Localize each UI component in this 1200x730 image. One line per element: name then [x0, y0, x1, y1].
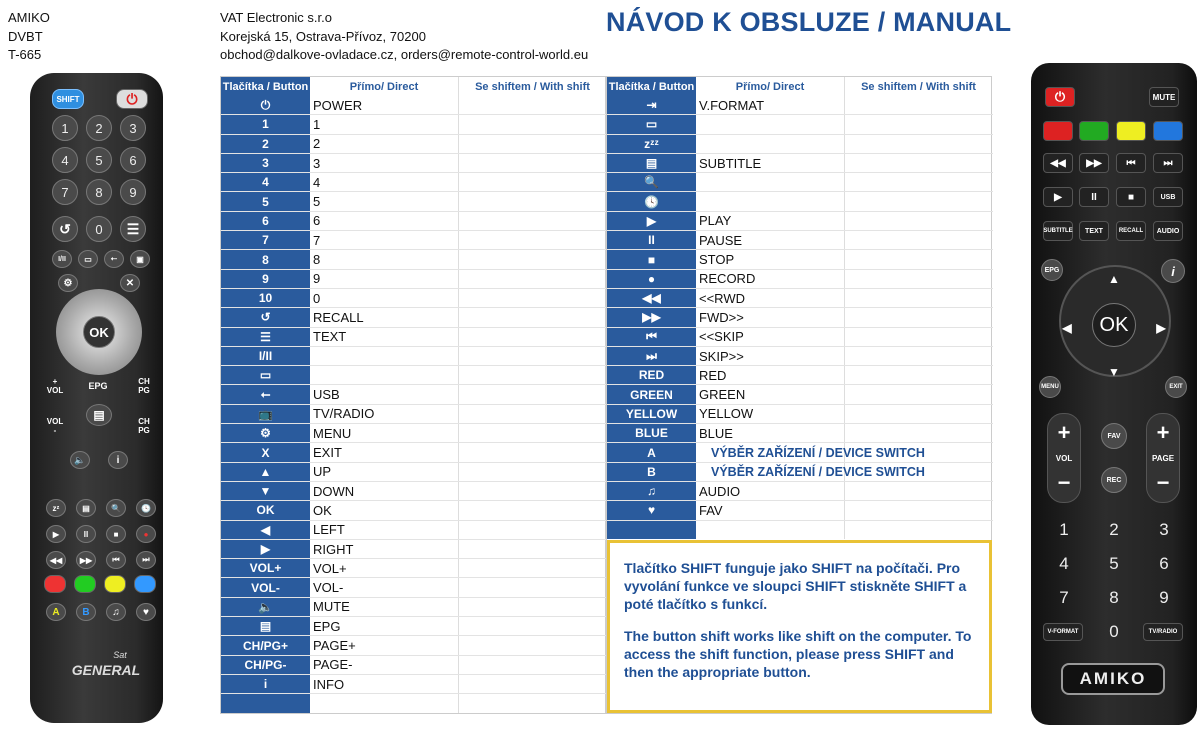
company-info — [220, 9, 588, 65]
epg-icon: ▤ — [86, 404, 112, 426]
button-key: ⭠ — [260, 387, 271, 402]
skip-forward-icon: ⏭ — [136, 551, 156, 569]
direct-function: RED — [699, 367, 727, 383]
direct-function: VOL+ — [313, 560, 347, 576]
table-row — [221, 463, 607, 482]
table-row — [221, 250, 607, 269]
vformat-button: V-FORMAT — [1043, 623, 1083, 641]
direct-function: USB — [313, 387, 340, 403]
header-shift: Se shiftem / With shift — [475, 80, 590, 93]
exit-button: EXIT — [1165, 376, 1187, 398]
tv-radio-icon: ▣ — [130, 250, 150, 268]
heart-icon: ♥ — [136, 603, 156, 621]
table-row — [221, 193, 607, 212]
button-key: ▭ — [259, 368, 272, 383]
digit-button: 0 — [86, 216, 112, 242]
model-info — [8, 9, 50, 65]
direct-function: 3 — [313, 155, 321, 171]
remote-amiko-image — [1031, 63, 1197, 725]
blue-button — [1153, 121, 1183, 141]
table-row — [221, 386, 607, 405]
yellow-button — [1116, 121, 1146, 141]
rewind-icon: ◀◀ — [46, 551, 66, 569]
direct-function: 0 — [313, 290, 321, 306]
button-key: ⚙ — [260, 426, 271, 441]
table-row — [221, 347, 607, 366]
ch-label: CH — [138, 377, 150, 386]
direct-function: BLUE — [699, 425, 733, 441]
button-key: 5 — [262, 194, 269, 209]
table-row — [607, 173, 993, 192]
button-key: RED — [638, 368, 665, 383]
direct-function: EPG — [313, 618, 341, 634]
digit-button: 7 — [1059, 588, 1069, 607]
usb-icon: ⭠ — [104, 250, 124, 268]
shift-note — [607, 540, 992, 713]
direct-function: <<RWD — [699, 290, 745, 306]
page-plus-label: + — [1156, 420, 1170, 445]
button-key: BLUE — [635, 426, 668, 441]
table-row — [607, 231, 993, 250]
direct-function: 2 — [313, 136, 321, 152]
table-row — [607, 463, 993, 482]
table-row — [607, 482, 993, 501]
digit-button: 2 — [1109, 520, 1119, 539]
table-row — [607, 443, 993, 462]
button-key: ♥ — [647, 503, 656, 518]
direct-function: PAGE- — [313, 657, 353, 673]
table-row — [221, 173, 607, 192]
page-title: NÁVOD K OBSLUZE / MANUAL — [606, 7, 1012, 37]
sleep-icon: zᶻ — [46, 499, 66, 517]
pg-label: PG — [138, 386, 150, 395]
up-arrow-icon: ▲ — [1108, 272, 1120, 286]
direct-function: 5 — [313, 194, 321, 210]
direct-function: V.FORMAT — [699, 97, 765, 113]
button-key: ☰ — [260, 329, 271, 344]
table-row — [221, 270, 607, 289]
table-row — [221, 598, 607, 617]
text-button: TEXT — [1079, 221, 1109, 241]
table-row — [221, 482, 607, 501]
stop-icon: ■ — [1116, 187, 1146, 207]
digit-button: 2 — [86, 115, 112, 141]
table-row — [221, 617, 607, 636]
button-key: VOL+ — [249, 561, 282, 576]
direct-function: TEXT — [313, 329, 347, 345]
model-text: T-665 — [8, 47, 42, 62]
play-icon: ▶ — [46, 525, 66, 543]
table-row — [607, 270, 993, 289]
table-row — [221, 135, 607, 154]
button-key: ▶▶ — [642, 310, 661, 325]
forward-icon: ▶▶ — [1079, 153, 1109, 173]
direct-function: VOL- — [313, 580, 344, 596]
button-key: i — [263, 677, 268, 692]
company-address: Korejská 15, Ostrava-Přívoz, 70200 — [220, 28, 426, 44]
vol-plus-button — [45, 376, 65, 396]
pause-icon: II — [76, 525, 96, 543]
table-row — [221, 154, 607, 173]
skip-back-icon: ⏮ — [1116, 153, 1146, 173]
direct-function: INFO — [313, 676, 345, 692]
rewind-icon: ◀◀ — [1043, 153, 1073, 173]
digit-button: 9 — [120, 179, 146, 205]
direct-function: RECALL — [313, 309, 364, 325]
blue-button — [134, 575, 156, 593]
vol-minus-button — [45, 416, 65, 436]
shift-button: SHIFT — [52, 89, 84, 109]
direct-function: VÝBĚR ZAŘÍZENÍ / DEVICE SWITCH — [711, 464, 925, 479]
button-key: ◀◀ — [642, 291, 661, 306]
header-button: Tlačítka / Button — [222, 80, 309, 93]
table-row — [607, 135, 993, 154]
forward-icon: ▶▶ — [76, 551, 96, 569]
info-button: i — [1161, 259, 1185, 283]
clock-icon: 🕓 — [136, 499, 156, 517]
table-row — [607, 250, 993, 269]
company-emails: obchod@dalkove-ovladace.cz, orders@remote-control-world.eu — [220, 47, 589, 62]
button-key: 8 — [262, 252, 269, 267]
button-key: II — [648, 233, 655, 248]
button-key: ↺ — [260, 310, 271, 325]
table-row — [607, 289, 993, 308]
digit-button: 5 — [86, 147, 112, 173]
vol-label: VOL — [1055, 453, 1073, 463]
menu-button: MENU — [1039, 376, 1061, 398]
table-row — [221, 636, 607, 655]
table-row — [221, 115, 607, 134]
recall-button: RECALL — [1116, 221, 1146, 241]
direct-function: VÝBĚR ZAŘÍZENÍ / DEVICE SWITCH — [711, 445, 925, 460]
direct-function: AUDIO — [699, 483, 741, 499]
brand-text: AMIKO — [8, 10, 50, 25]
button-key: ▭ — [645, 117, 658, 132]
table-row — [221, 366, 607, 385]
vol-minus-label: - — [53, 426, 57, 435]
down-arrow-icon: ▼ — [1108, 365, 1120, 379]
exit-icon: ✕ — [120, 274, 140, 292]
button-key: OK — [256, 503, 275, 518]
button-key: ▶ — [260, 542, 271, 557]
button-key: zᶻᶻ — [644, 136, 659, 151]
table-row — [221, 308, 607, 327]
table-row — [607, 366, 993, 385]
direct-function: PAGE+ — [313, 638, 356, 654]
button-key: ⏻ — [260, 97, 271, 112]
skip-forward-icon: ⏭ — [1153, 153, 1183, 173]
digit-button: 8 — [86, 179, 112, 205]
left-arrow-icon: ◀ — [1062, 321, 1072, 335]
button-key: 1 — [262, 117, 269, 132]
button-key: 4 — [262, 175, 269, 190]
header-direct: Přímo/ Direct — [349, 80, 419, 93]
button-key: ▼ — [259, 484, 272, 499]
direct-function: UP — [313, 464, 332, 480]
remote-general-image — [30, 73, 163, 723]
table-row — [607, 424, 993, 443]
button-key: ■ — [647, 252, 656, 267]
page-minus-label: − — [1156, 470, 1170, 495]
digit-button: 6 — [1159, 554, 1169, 573]
info-icon: i — [108, 451, 128, 469]
usb-button: USB — [1153, 187, 1183, 207]
digit-button: 4 — [52, 147, 78, 173]
epg-button: EPG — [1041, 259, 1063, 281]
mute-icon: 🔈 — [70, 451, 90, 469]
button-key: ▲ — [259, 464, 272, 479]
table-row — [221, 424, 607, 443]
button-key: YELLOW — [625, 406, 678, 421]
a-button: A — [46, 603, 66, 621]
header-button: Tlačítka / Button — [608, 80, 695, 93]
direct-function: YELLOW — [699, 406, 754, 422]
table-row — [221, 540, 607, 559]
button-key: CH/PG+ — [242, 638, 288, 653]
button-key: 3 — [262, 156, 269, 171]
direct-function: SUBTITLE — [699, 155, 762, 171]
digit-button: 3 — [120, 115, 146, 141]
direct-function: DOWN — [313, 483, 355, 499]
audio-mode-icon: I/II — [52, 250, 72, 268]
direct-function: 8 — [313, 252, 321, 268]
subtitle-icon: ▤ — [76, 499, 96, 517]
button-key: X — [261, 445, 270, 460]
button-key: GREEN — [630, 387, 673, 402]
epg-label: EPG — [88, 381, 108, 391]
menu-icon: ⚙ — [58, 274, 78, 292]
table-row — [221, 289, 607, 308]
pg-label-2: PG — [138, 426, 150, 435]
button-key: 6 — [262, 213, 269, 228]
table-row — [607, 386, 993, 405]
button-key: 10 — [258, 291, 273, 306]
table-row — [221, 521, 607, 540]
digit-button: 4 — [1059, 554, 1069, 573]
button-key: CH/PG- — [244, 657, 287, 672]
button-key: ▤ — [259, 619, 272, 634]
power-icon: ⏻ — [116, 89, 148, 109]
note-en: The button shift works like shift on the computer. To access the shift function, please press SHIFT and then the appropriate button. — [624, 628, 972, 680]
page-rocker — [1146, 413, 1180, 503]
button-table-left — [220, 76, 606, 714]
red-button — [44, 575, 66, 593]
digit-button: 0 — [1109, 622, 1119, 641]
ok-button: OK — [1092, 303, 1136, 347]
table-row — [221, 656, 607, 675]
table-row — [221, 579, 607, 598]
power-icon: ⏻ — [1045, 87, 1075, 107]
page-label: PAGE — [1151, 453, 1175, 463]
play-icon: ▶ — [1043, 187, 1073, 207]
ch-label-2: CH — [138, 417, 150, 426]
subtitle-icon: ▭ — [78, 250, 98, 268]
vol-label: VOL — [46, 386, 64, 395]
direct-function: MENU — [313, 425, 352, 441]
green-button — [1079, 121, 1109, 141]
button-key: I/II — [258, 349, 273, 364]
company-name: VAT Electronic s.r.o — [220, 10, 332, 25]
table-row — [221, 96, 607, 115]
button-key: 📺 — [258, 406, 273, 421]
table-row — [607, 328, 993, 347]
ch-plus-button — [134, 376, 154, 396]
direct-function: FWD>> — [699, 309, 744, 325]
zoom-icon: 🔍 — [106, 499, 126, 517]
table-row — [221, 231, 607, 250]
direct-function: RIGHT — [313, 541, 354, 557]
music-icon: ♫ — [106, 603, 126, 621]
table-row — [221, 675, 607, 694]
direct-function: MUTE — [313, 599, 350, 615]
table-row — [607, 212, 993, 231]
vol-rocker — [1047, 413, 1081, 503]
table-row — [607, 96, 993, 115]
table-row — [607, 154, 993, 173]
digit-button: 7 — [52, 179, 78, 205]
direct-function: LEFT — [313, 522, 345, 538]
direct-function: EXIT — [313, 445, 342, 461]
brand-logo: AMIKO — [1061, 663, 1165, 695]
tvradio-button: TV/RADIO — [1143, 623, 1183, 641]
rec-button: REC — [1101, 467, 1127, 493]
header-shift: Se shiftem / With shift — [861, 80, 976, 93]
direct-function: RECORD — [699, 271, 756, 287]
button-key: ⏮ — [646, 329, 657, 344]
text-icon: ☰ — [120, 216, 146, 242]
table-row — [607, 193, 993, 212]
digit-button: 8 — [1109, 588, 1119, 607]
button-key: 🕓 — [644, 194, 659, 209]
stop-icon: ■ — [106, 525, 126, 543]
button-key: ⏭ — [646, 348, 657, 363]
button-key: 7 — [262, 233, 269, 248]
vol-label-2: VOL — [46, 417, 64, 426]
note-cz: Tlačítko SHIFT funguje jako SHIFT na počítači. Pro vyvolání funkce ve sloupci SHIFT stiskněte SHIFT a poté tlačítko s funkcí. — [624, 560, 967, 612]
button-key: ▶ — [646, 213, 657, 228]
direct-function: <<SKIP — [699, 329, 744, 345]
table-row — [221, 443, 607, 462]
vol-minus-label: − — [1057, 470, 1071, 495]
ok-button: OK — [83, 316, 115, 348]
table-row — [607, 308, 993, 327]
button-key: 🔈 — [258, 599, 273, 614]
table-row — [221, 405, 607, 424]
pause-icon: II — [1079, 187, 1109, 207]
button-key: ♫ — [647, 484, 656, 499]
button-key: 2 — [262, 136, 269, 151]
table-row — [221, 212, 607, 231]
button-key: ⇥ — [646, 98, 657, 113]
fav-button: FAV — [1101, 423, 1127, 449]
direct-function: GREEN — [699, 387, 746, 403]
vol-plus-label: + — [52, 377, 58, 386]
table-row — [607, 405, 993, 424]
direct-function: 9 — [313, 271, 321, 287]
direct-function: PAUSE — [699, 232, 743, 248]
ch-minus-button — [134, 416, 154, 436]
audio-button: AUDIO — [1153, 221, 1183, 241]
header-direct: Přímo/ Direct — [735, 80, 805, 93]
red-button — [1043, 121, 1073, 141]
green-button — [74, 575, 96, 593]
brand-logo: GENERAL — [71, 662, 141, 678]
button-key: B — [647, 464, 656, 479]
table-row — [607, 115, 993, 134]
button-key: ● — [647, 271, 656, 286]
digit-button: 5 — [1109, 554, 1119, 573]
digit-button: 6 — [120, 147, 146, 173]
standard-text: DVBT — [8, 28, 43, 44]
button-key: 🔍 — [644, 175, 659, 190]
direct-function: 1 — [313, 116, 321, 132]
table-row — [221, 559, 607, 578]
table-row — [607, 347, 993, 366]
direct-function: STOP — [699, 252, 735, 268]
button-key: VOL- — [251, 580, 280, 595]
button-key: ▤ — [645, 156, 658, 171]
table-row — [221, 328, 607, 347]
button-key: A — [647, 445, 656, 460]
direct-function: 7 — [313, 232, 321, 248]
brand-sub: Sat — [113, 650, 127, 660]
skip-back-icon: ⏮ — [106, 551, 126, 569]
direct-function: OK — [313, 502, 332, 518]
button-key: 9 — [262, 271, 269, 286]
direct-function: PLAY — [699, 213, 732, 229]
digit-button: 1 — [1059, 520, 1069, 539]
direct-function: FAV — [699, 502, 723, 518]
digit-button: 3 — [1159, 520, 1169, 539]
subtitle-button: SUBTITLE — [1043, 221, 1073, 241]
direct-function: TV/RADIO — [313, 406, 375, 422]
right-arrow-icon: ▶ — [1156, 321, 1166, 335]
table-row — [607, 501, 993, 520]
button-key: ◀ — [260, 522, 271, 537]
direct-function: SKIP>> — [699, 348, 744, 364]
direct-function: 4 — [313, 174, 321, 190]
direct-function: 6 — [313, 213, 321, 229]
table-row — [221, 501, 607, 520]
digit-button: 9 — [1159, 588, 1169, 607]
b-button: B — [76, 603, 96, 621]
recall-icon: ↺ — [52, 216, 78, 242]
direct-function: POWER — [313, 97, 363, 113]
record-icon: ● — [136, 525, 156, 543]
mute-button: MUTE — [1149, 87, 1179, 107]
yellow-button — [104, 575, 126, 593]
vol-plus-label: + — [1057, 420, 1071, 445]
digit-button: 1 — [52, 115, 78, 141]
